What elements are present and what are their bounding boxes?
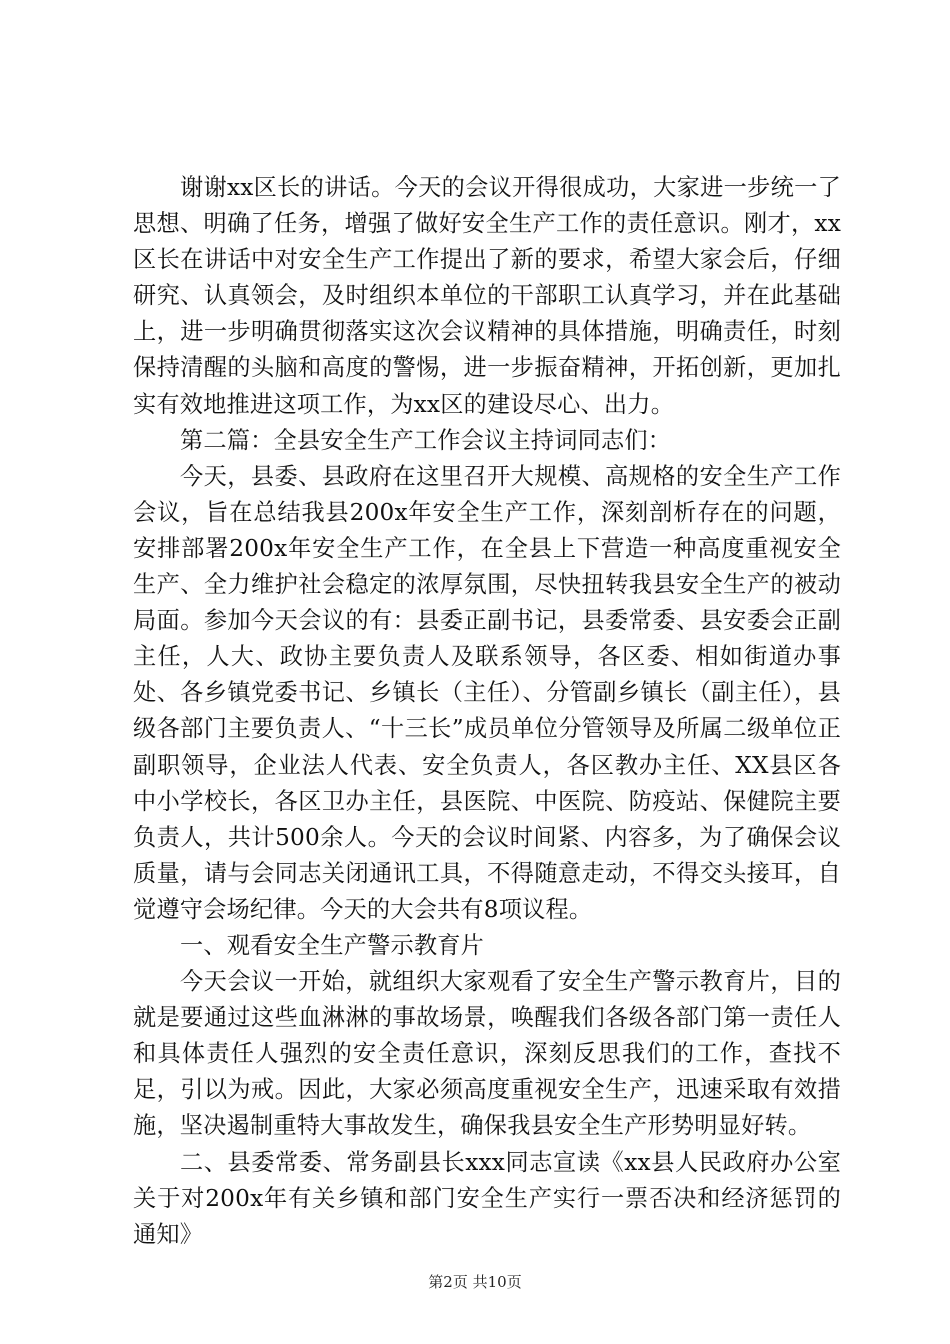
document-body [133,170,841,1253]
paragraph-meeting-introduction: 今天，县委、县政府在这里召开大规模、高规格的安全生产工作会议，旨在总结我县200x年安全生产工作，深刻剖析存在的问题，安排部署200x年安全生产工作，在全县上下营造一种高度重视安全生产、全力维护社会稳定的浓厚氛围，尽快扭转我县安全生产的被动局面。参加今天会议的有：县委正副书记，县委常委、县安委会正副主任，人大、政协主要负责人及联系领导，各区委、相如街道办事处、各乡镇党委书记、乡镇长（主任）、分管副乡镇长（副主任），县级各部门主要负责人、“十三长”成员单位分管领导及所属二级单位正副职领导，企业法人代表、安全负责人，各区教办主任、XX县区各中小学校长，各区卫办主任，县医院、中医院、防疫站、保健院主要负责人，共计500余人。今天的会议时间紧、内容多，为了确保会议质量，请与会同志关闭通讯工具，不得随意走动，不得交头接耳，自觉遵守会场纪律。今天的大会共有8项议程。 [133,462,841,923]
page-number-footer: 第2页 共10页 [428,1273,522,1291]
paragraph-warning-video: 今天会议一开始，就组织大家观看了安全生产警示教育片，目的就是要通过这些血淋淋的事故场景，唤醒我们各级各部门第一责任人和具体责任人强烈的安全责任意识，深刻反思我们的工作，查找不足，引以为戒。因此，大家必须高度重视安全生产，迅速采取有效措施，坚决遏制重特大事故发生，确保我县安全生产形势明显好转。 [133,968,841,1140]
agenda-item-two-heading: 二、县委常委、常务副县长xxx同志宣读《xx县人民政府办公室关于对200x年有关乡镇和部门安全生产实行一票否决和经济惩罚的通知》 [133,1148,841,1248]
section-heading-part-two: 第二篇：全县安全生产工作会议主持词同志们： [180,426,672,454]
agenda-item-one-heading: 一、观看安全生产警示教育片 [180,931,485,959]
paragraph-closing-remarks: 谢谢xx区长的讲话。今天的会议开得很成功，大家进一步统一了思想、明确了任务，增强了做好安全生产工作的责任意识。刚才，xx区长在讲话中对安全生产工作提出了新的要求，希望大家会后，仔细研究、认真领会，及时组织本单位的干部职工认真学习，并在此基础上，进一步明确贯彻落实这次会议精神的具体措施，明确责任，时刻保持清醒的头脑和高度的警惕，进一步振奋精神，开拓创新，更加扎实有效地推进这项工作，为xx区的建设尽心、出力。 [133,174,841,418]
